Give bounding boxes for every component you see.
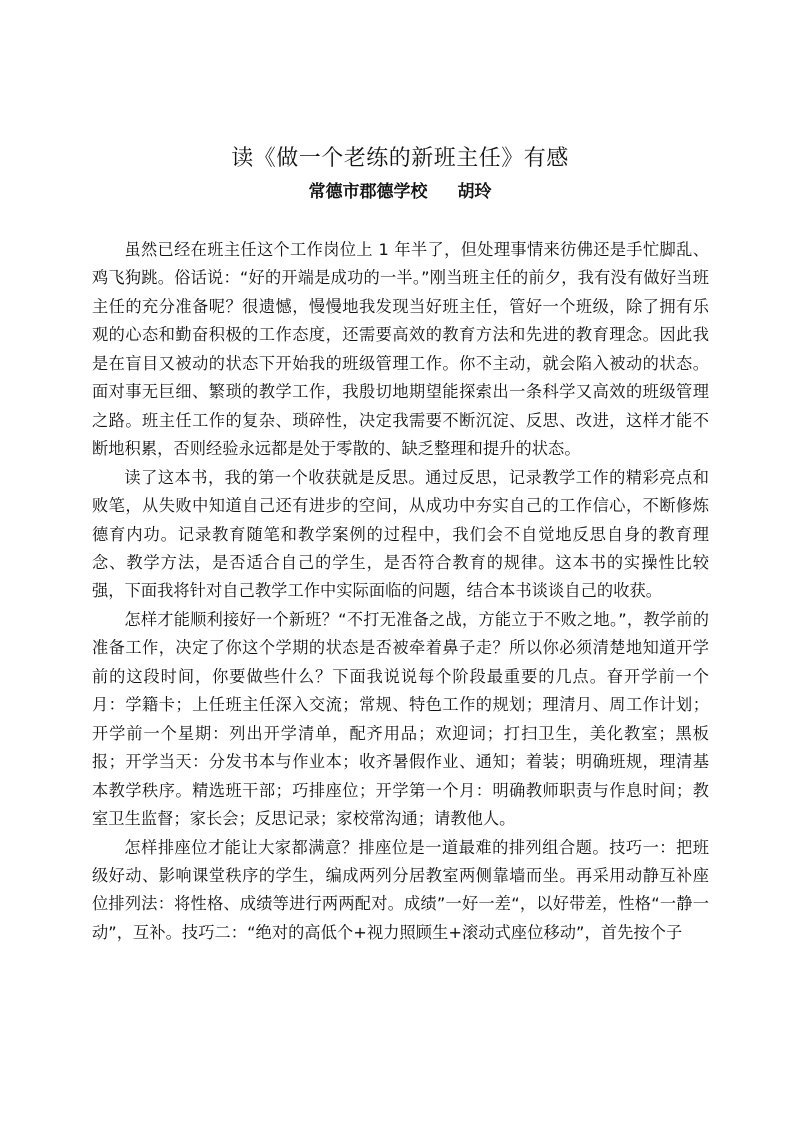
paragraph-3: 怎样才能顺利接好一个新班？“不打无准备之战，方能立于不败之地。”，教学前的准备工作，决定了你这个学期的状态是否被牵着鼻子走？所以你必须清楚地知道开学前的这段时间，你要做些什么？下面我说说每个阶段最重要的几点。眘开学前一个月：学籍卡；上任班主任深入交流；常规、特色工作的规划；理清月、周工作计划；开学前一个星期：列出开学清单，配齐用品；欢迎词；打扫卫生，美化教室；黑板报；开学当天：分发书本与作业本；收齐暑假作业、通知；着装；明确班规，理清基本教学秩序。精选班干部；巧排座位；开学第一个月：明确教师职责与作息时间；教室卫生监督；家长会；反思记录；家校常沟通；请教他人。 bbox=[92, 609, 709, 829]
author-name: 胡玲 bbox=[457, 182, 492, 202]
document-body bbox=[92, 236, 709, 947]
document-title: 读《做一个老练的新班主任》有感 bbox=[231, 146, 569, 171]
author-line bbox=[0, 180, 800, 204]
paragraph-2: 读了这本书，我的第一个收获就是反思。通过反思，记录教学工作的精彩亮点和败笔，从失败中知道自己还有进步的空间，从成功中夯实自己的工作信心，不断修炼德育内功。记录教育随笔和教学案例的过程中，我们会不自觉地反思自身的教育理念、教学方法，是否适合自己的学生，是否符合教育的规律。这本书的实操性比较强，下面我将针对自己教学工作中实际面临的问题，结合本书谈谈自己的收获。 bbox=[92, 467, 709, 601]
paragraph-1: 虽然已经在班主任这个工作岗位上 1 年半了，但处理事情来彷佛还是手忙脚乱、鸡飞狗跳。俗话说：“好的开端是成功的一半。”刚当班主任的前夕，我有没有做好当班主任的充分准备呢？很遗憾，慢慢地我发现当好班主任，管好一个班级，除了拥有乐观的心态和勤奋积极的工作态度，还需要高效的教育方法和先进的教育理念。因此我是在盲目又被动的状态下开始我的班级管理工作。你不主动，就会陷入被动的状态。面对事无巨细、繁琐的教学工作，我殷切地期望能探索出一条科学又高效的班级管理之路。班主任工作的复杂、琐碎性，决定我需要不断沉淀、反思、改进，这样才能不断地积累，否则经验永远都是处于零散的、缺乏整理和提升的状态。 bbox=[92, 240, 709, 459]
author-school: 常德市郡德学校 bbox=[308, 182, 428, 202]
paragraph-4: 怎样排座位才能让大家都满意？排座位是一道最难的排列组合题。技巧一：把班级好动、影响课堂秩序的学生，编成两列分居教室两侧靠墙而坐。再采用动静互补座位排列法：将性格、成绩等进行两两配对。成绩”一好一差“，以好带差，性格“一静一动”，互补。技巧二：“绝对的高低个+视力照顾生+滚动式座位移动”，首先按个子 bbox=[92, 837, 709, 942]
